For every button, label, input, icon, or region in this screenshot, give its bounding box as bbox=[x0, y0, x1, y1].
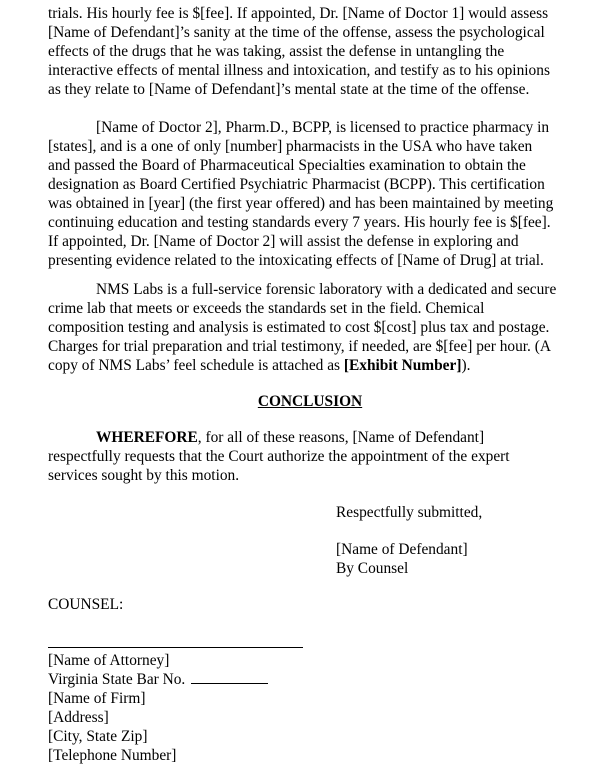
defendant-name: [Name of Defendant] bbox=[336, 541, 468, 558]
text-fragment: ). bbox=[461, 357, 471, 374]
text-line: crime lab that meets or exceeds the standards set in the field. Chemical bbox=[48, 300, 485, 317]
counsel-label bbox=[48, 595, 123, 614]
paragraph-doctor-1 bbox=[48, 4, 574, 99]
text-line: as they relate to [Name of Defendant]’s mental state at the time of the offense. bbox=[48, 81, 530, 98]
text-line: designation as Board Certified Psychiatric Pharmacist (BCPP). This certification bbox=[48, 176, 545, 193]
closing-text: Respectfully submitted, bbox=[336, 504, 483, 521]
text-line: continuing education and testing standards every 7 years. His hourly fee is $[fee]. bbox=[48, 214, 551, 231]
text-line: respectfully requests that the Court authorize the appointment of the expert bbox=[48, 448, 510, 465]
counsel-label-text: COUNSEL: bbox=[48, 596, 124, 613]
text-line: Charges for trial preparation and trial testimony, if needed, are $[fee] per hour. (A bbox=[48, 338, 551, 355]
bar-number-blank bbox=[191, 670, 268, 684]
by-counsel: By Counsel bbox=[336, 560, 409, 577]
text-line: [states], and is a one of only [number] pharmacists in the USA who have taken bbox=[48, 138, 533, 155]
text-fragment: copy of NMS Labs’ feel schedule is attached as bbox=[48, 357, 344, 374]
signature-closing bbox=[336, 503, 482, 522]
text-line: If appointed, Dr. [Name of Doctor 2] will assist the defense in exploring and bbox=[48, 233, 519, 250]
text-line: presenting evidence related to the intoxicating effects of [Name of Drug] at trial. bbox=[48, 252, 544, 269]
city-state-zip: [City, State Zip] bbox=[48, 728, 148, 745]
wherefore-keyword: WHEREFORE bbox=[96, 429, 198, 446]
text-line bbox=[48, 356, 574, 375]
text-fragment: , for all of these reasons, [Name of Defendant] bbox=[197, 429, 485, 446]
conclusion-heading: CONCLUSION bbox=[257, 393, 363, 410]
text-line: NMS Labs is a full-service forensic laboratory with a dedicated and secure bbox=[96, 281, 557, 298]
text-line: effects of the drugs that he was taking, assist the defense in untangling the bbox=[48, 43, 505, 60]
paragraph-doctor-2 bbox=[48, 118, 574, 270]
paragraph-wherefore bbox=[48, 428, 574, 485]
bar-number-label: Virginia State Bar No. bbox=[48, 671, 186, 688]
firm-name: [Name of Firm] bbox=[48, 690, 146, 707]
bar-number-line bbox=[48, 670, 268, 689]
text-line: composition testing and analysis is estimated to cost $[cost] plus tax and postage. bbox=[48, 319, 550, 336]
text-line: was obtained in [year] (the first year offered) and has been maintained by meeting bbox=[48, 195, 554, 212]
signature-block bbox=[336, 540, 468, 578]
text-line: [Name of Doctor 2], Pharm.D., BCPP, is licensed to practice pharmacy in bbox=[96, 119, 550, 136]
text-line: [Name of Defendant]’s sanity at the time of the offense, assess the psychological bbox=[48, 24, 545, 41]
text-line: and passed the Board of Pharmaceutical Specialties examination to obtain the bbox=[48, 157, 526, 174]
attorney-name: [Name of Attorney] bbox=[48, 652, 170, 669]
text-line: trials. His hourly fee is $[fee]. If appointed, Dr. [Name of Doctor 1] would assess bbox=[48, 5, 549, 22]
text-line: interactive effects of mental illness and intoxication, and testify as to his opinions bbox=[48, 62, 550, 79]
telephone-number: [Telephone Number] bbox=[48, 747, 177, 764]
signature-line bbox=[48, 647, 303, 648]
address: [Address] bbox=[48, 709, 109, 726]
exhibit-number-placeholder: [Exhibit Number] bbox=[343, 357, 462, 374]
attorney-block bbox=[48, 651, 268, 765]
paragraph-nms-labs bbox=[48, 280, 574, 375]
text-line bbox=[48, 428, 574, 447]
text-line: services sought by this motion. bbox=[48, 467, 240, 484]
